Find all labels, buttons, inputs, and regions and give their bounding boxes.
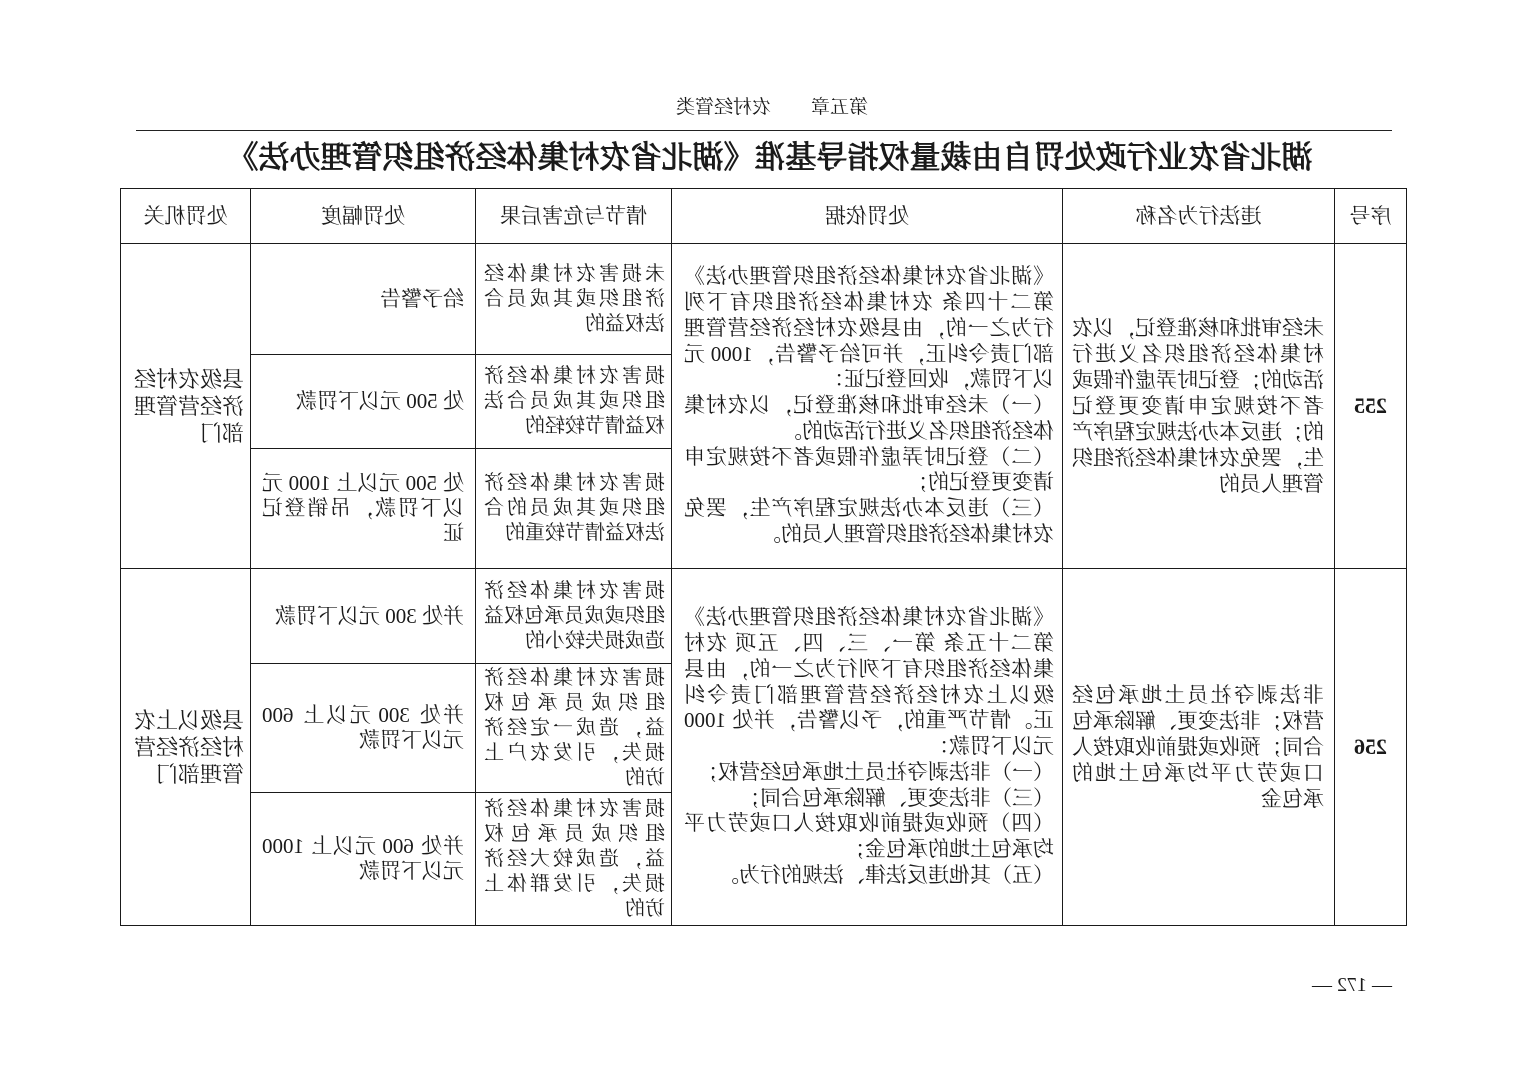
cell-circumstance xyxy=(476,355,672,449)
text-line: 村经济经营 xyxy=(133,734,244,760)
column-header-penalty: 处罚幅度 xyxy=(251,189,476,244)
text-line: 《湖北省农村集体经济组织管理办法》 xyxy=(684,264,1054,289)
text-line: 并处 300 元以上 600 xyxy=(262,703,464,727)
text-line: 组织或成员承包权益 xyxy=(484,604,665,627)
text-line: 损害农村集体经济 xyxy=(484,365,665,387)
basis-paragraph xyxy=(684,786,1054,812)
text-line: （四）预收或提前收取按人口或劳力平 xyxy=(684,811,1054,836)
cell-no: 256 xyxy=(1335,569,1407,926)
basis-paragraph xyxy=(684,393,1054,445)
column-header-circumstance: 情节与危害后果 xyxy=(476,189,672,244)
cell-penalty xyxy=(251,355,476,449)
text-line: 元以下罚款： xyxy=(928,734,1054,759)
cell-circumstance xyxy=(476,569,672,664)
text-line: 第二十五条 第一、三、四、五项 农村 xyxy=(684,630,1054,655)
cell-no: 255 xyxy=(1335,244,1407,569)
text-line: 生，罢免农村集体经济组织 xyxy=(1072,446,1324,470)
text-line: 县级以上农 xyxy=(133,707,244,733)
column-header-no: 序号 xyxy=(1335,189,1407,244)
text-line: 组织成员承包权 xyxy=(484,822,665,845)
basis-paragraph xyxy=(684,760,1054,786)
text-line: 《湖北省农村集体经济组织管理办法》 xyxy=(684,605,1054,630)
text-line: 法权益的 xyxy=(585,312,665,335)
cell-penalty xyxy=(251,793,476,926)
text-line: 未损害农村集体经 xyxy=(484,262,665,285)
text-line: 损害农村集体经济 xyxy=(484,472,665,494)
category-label: 农村经管类 xyxy=(675,97,771,118)
chapter-label: 第五章 xyxy=(810,97,868,118)
basis-paragraph xyxy=(684,863,1054,889)
column-header-authority: 处罚机关 xyxy=(121,189,251,244)
text-line: 活动的；登记时弄虚作假或 xyxy=(1072,368,1324,392)
text-line: 未经审批和核准登记，以农 xyxy=(1072,316,1324,340)
text-line: 访的 xyxy=(625,897,665,920)
text-line: 非法剥夺社员土地承包经 xyxy=(1072,683,1324,707)
text-line: 均承包土地的承包金； xyxy=(844,837,1054,862)
text-line: 法权益情节较重的 xyxy=(505,522,665,544)
basis-paragraph xyxy=(684,811,1054,863)
column-header-violation: 违法行为名称 xyxy=(1063,189,1335,244)
text-line: 济经营管理 xyxy=(133,393,244,419)
text-line: 级以上农村经济经营管理部门责令纠 xyxy=(684,682,1054,707)
text-line: （二）登记时弄虚作假或者不按规定申 xyxy=(684,444,1054,469)
text-line: 营权；非法变更、解除承包 xyxy=(1072,709,1324,733)
text-line: 村集体经济组织名义进行 xyxy=(1072,342,1324,366)
cell-violation xyxy=(1063,244,1335,569)
text-line: 损失，引发群体上 xyxy=(484,872,665,895)
text-line: 证 xyxy=(443,521,464,545)
text-line: 组织成员承包权 xyxy=(484,691,665,714)
text-line: 益，造成较大经济 xyxy=(484,847,665,870)
text-line: 造成损失较小的 xyxy=(525,629,665,652)
text-line: 承包金 xyxy=(1261,787,1324,811)
table-header-row xyxy=(121,189,1407,244)
text-line: （三）非法变更、解除承包合同； xyxy=(739,785,1054,810)
text-line: 访的 xyxy=(625,766,665,789)
basis-paragraph xyxy=(684,445,1054,497)
page-title: 湖北省农业行政处罚自由裁量权指导基准《湖北省农村集体经济组织管理办法》 xyxy=(227,140,1313,175)
cell-violation xyxy=(1063,569,1335,926)
text-line: 县级农村经 xyxy=(133,366,244,392)
text-line: 的；违反本办法规定程序产 xyxy=(1072,420,1324,444)
text-line: 合同；预收或提前收取按人 xyxy=(1072,735,1324,759)
page-number: — 172 — xyxy=(1312,974,1392,996)
basis-paragraph xyxy=(684,605,1054,760)
text-line: 集体经济组织有下列行为之一的，由县 xyxy=(684,656,1054,681)
text-line: 并处 600 元以上 1000 xyxy=(262,834,464,858)
cell-penalty xyxy=(251,244,476,355)
text-line: 并处 300 元以下罚款 xyxy=(275,603,464,628)
text-line: （一）未经审批和核准登记，以农村集 xyxy=(684,393,1054,418)
text-line: 管理部门 xyxy=(155,761,244,787)
cell-authority xyxy=(121,569,251,926)
text-line: 者不按规定申请变更登记 xyxy=(1072,394,1324,418)
text-line: 益，造成一定经济 xyxy=(484,716,665,739)
cell-authority xyxy=(121,244,251,569)
text-line: 损害农村集体经济 xyxy=(484,579,665,602)
text-line: 处 500 元以上 1000 元 xyxy=(262,471,464,495)
text-line: 体经济组织名义进行活动的。 xyxy=(781,418,1054,443)
text-line: （一）非法剥夺社员土地承包经营权； xyxy=(697,759,1054,784)
cell-circumstance xyxy=(476,793,672,926)
running-header xyxy=(676,96,868,120)
basis-paragraph xyxy=(684,496,1054,548)
cell-basis xyxy=(672,569,1063,926)
text-line: 元以下罚款 xyxy=(359,859,464,883)
cell-penalty xyxy=(251,569,476,664)
text-line: 请变更登记的； xyxy=(907,470,1054,495)
text-line: 处 500 元以下罚款 xyxy=(296,389,464,413)
text-line: 以下罚款，吊销登记 xyxy=(262,496,464,520)
cell-basis xyxy=(672,244,1063,569)
text-line: 第二十四条 农村集体经济组织有下列 xyxy=(684,289,1054,314)
column-header-basis: 处罚依据 xyxy=(672,189,1063,244)
table-row xyxy=(121,244,1407,355)
header-rule xyxy=(136,130,1392,131)
text-line: 损害农村集体经济 xyxy=(484,797,665,820)
text-line: 损失，引发农户上 xyxy=(484,741,665,764)
text-line: （五）其他违反法律、法规的行为。 xyxy=(718,863,1054,888)
cell-circumstance xyxy=(476,449,672,569)
basis-paragraph xyxy=(684,264,1054,393)
text-line: 组织或其成员合法 xyxy=(484,390,665,412)
text-line: 组织或其成员的合 xyxy=(484,497,665,519)
cell-circumstance xyxy=(476,244,672,355)
text-line: 农村集体经济组织管理人员的。 xyxy=(760,522,1054,547)
cell-penalty xyxy=(251,449,476,569)
cell-circumstance xyxy=(476,664,672,793)
text-line: 管理人员的 xyxy=(1219,472,1324,496)
text-line: 以下罚款，收回登记证： xyxy=(823,367,1054,392)
table-row xyxy=(121,569,1407,664)
text-line: 部门责令纠正，并可给予警告，1000 元 xyxy=(684,341,1054,366)
text-line: 权益情节较轻的 xyxy=(525,415,665,437)
text-line: 济组织或其成员合 xyxy=(484,287,665,310)
text-line: 行为之一的，由县级农村经济经营管理 xyxy=(684,315,1054,340)
cell-penalty xyxy=(251,664,476,793)
penalty-standard-table xyxy=(120,188,1407,926)
text-line: 正。情节严重的，予以警告，并处 1000 xyxy=(684,708,1054,733)
text-line: 元以下罚款 xyxy=(359,728,464,752)
text-line: 部门 xyxy=(199,420,244,446)
text-line: 给予警告 xyxy=(380,286,464,311)
text-line: （三）违反本办法规定程序产生，罢免 xyxy=(684,496,1054,521)
text-line: 损害农村集体经济 xyxy=(484,666,665,689)
text-line: 口或劳力平均承包土地的 xyxy=(1072,761,1324,785)
